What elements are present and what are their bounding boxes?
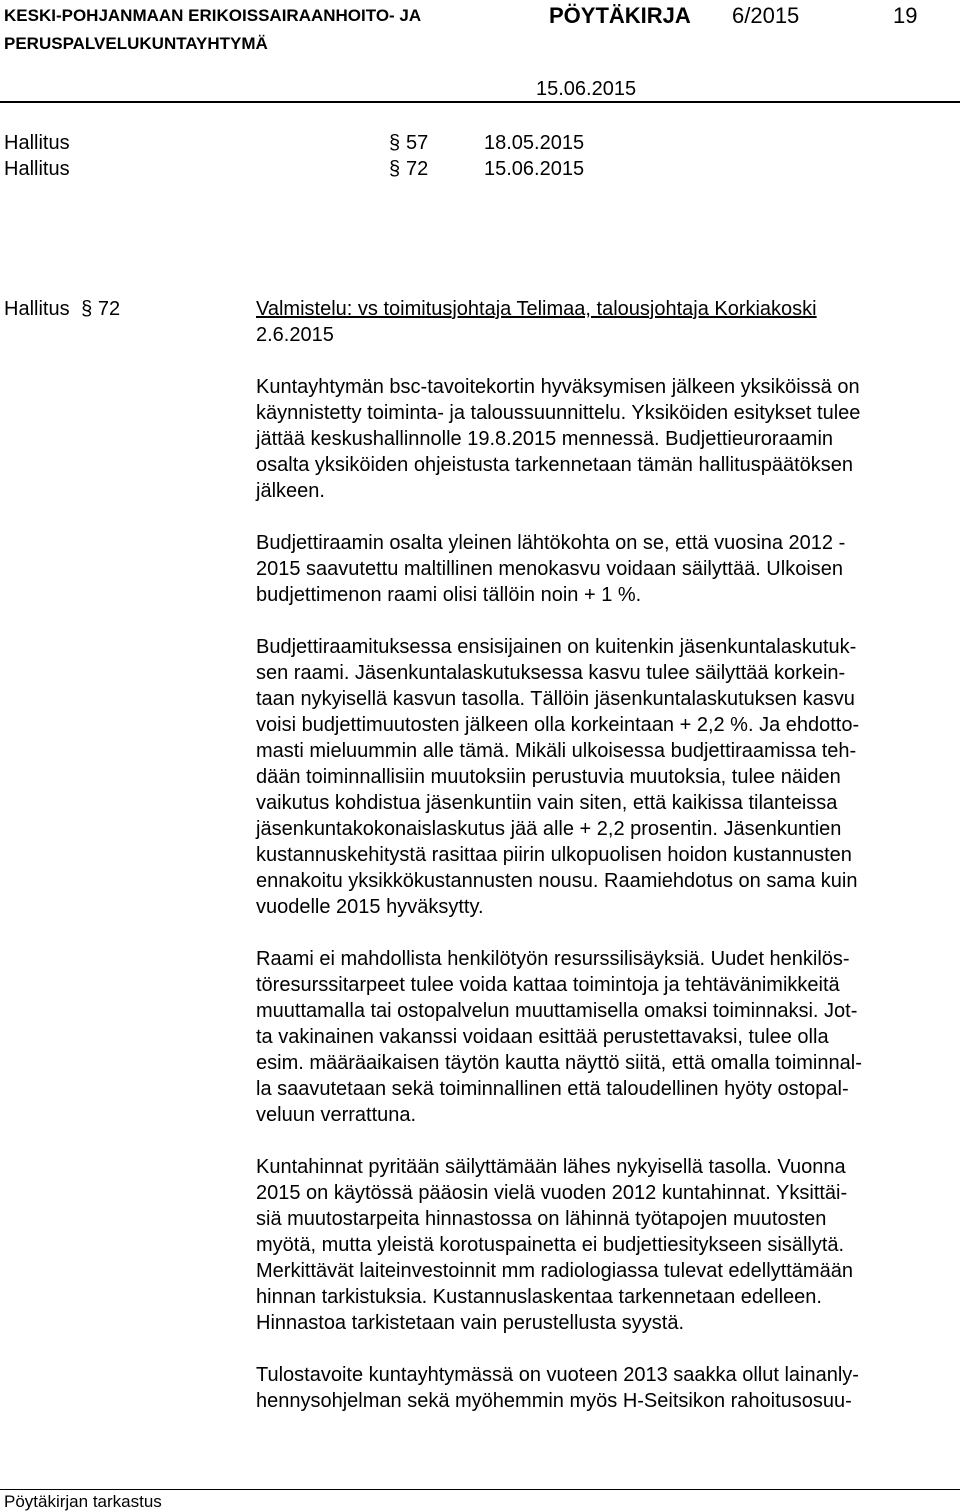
meeting-section-number: 72: [97, 298, 121, 320]
paragraph-line: kustannuskehitystä rasittaa piirin ulkopuolisen hoidon kustannusten: [256, 844, 852, 866]
paragraph-line: Hinnastoa tarkistetaan vain perustellusta syystä.: [256, 1312, 684, 1334]
document-number: 6/2015: [732, 3, 800, 28]
paragraph-line: veluun verrattuna.: [256, 1104, 417, 1126]
paragraph-line: myötä, mutta yleistä korotuspainetta ei budjettiesitykseen sisällytä.: [256, 1234, 845, 1256]
paragraph-line: taan nykyisellä kasvun tasolla. Tällöin jäsenkuntalaskutuksen kasvu: [256, 688, 855, 710]
handling-history: [4, 130, 704, 182]
history-body: Hallitus: [4, 132, 70, 154]
paragraph-line: Kuntahinnat pyritään säilyttämään lähes nykyisellä tasolla. Vuonna: [256, 1156, 846, 1178]
paragraph-line: hennysohjelman sekä myöhemmin myös H-Seitsikon rahoitusosuu-: [256, 1390, 852, 1412]
body-paragraph: [256, 946, 956, 1128]
paragraph-line: voisi budjettimuutosten jälkeen olla korkeintaan + 2,2 %. Ja ehdotto-: [256, 714, 860, 736]
history-date: 15.06.2015: [484, 158, 585, 180]
footer-label: Pöytäkirjan tarkastus: [4, 1492, 162, 1511]
document-date: 15.06.2015: [536, 78, 637, 100]
paragraph-line: vaikutus kohdistua jäsenkuntiin vain siten, että kaikissa tilanteissa: [256, 792, 838, 814]
history-row: [4, 156, 704, 182]
paragraph-line: jättää keskushallinnolle 19.8.2015 mennessä. Budjettieuroraamin: [256, 428, 834, 450]
paragraph-line: Budjettiraamituksessa ensisijainen on kuitenkin jäsenkuntalaskutuk-: [256, 636, 857, 658]
preparation-line: Valmistelu: vs toimitusjohtaja Telimaa, talousjohtaja Korkiakoski: [256, 298, 817, 320]
meeting-reference: [4, 296, 120, 322]
paragraph-line: jäsenkuntakokonaislaskutus jää alle + 2,2 prosentin. Jäsenkuntien: [256, 818, 842, 840]
paragraph-line: Raami ei mahdollista henkilötyön resurssilisäyksiä. Uudet henkilös-: [256, 948, 850, 970]
document-type: PÖYTÄKIRJA: [549, 3, 691, 28]
paragraph-line: Budjettiraamin osalta yleinen lähtökohta on se, että vuosina 2012 -: [256, 532, 846, 554]
paragraph-line: töresurssitarpeet tulee voida kattaa toimintoja ja tehtävänimikkeitä: [256, 974, 840, 996]
paragraph-line: masti mieluummin alle tämä. Mikäli ulkoisessa budjettiraamissa teh-: [256, 740, 857, 762]
paragraph-line: 2015 saavutettu maltillinen menokasvu voidaan säilyttää. Ulkoisen: [256, 558, 844, 580]
footer-divider: [0, 1489, 960, 1490]
paragraph-line: sen raami. Jäsenkuntalaskutuksessa kasvu tulee säilyttää korkein-: [256, 662, 846, 684]
paragraph-line: ennakoitu yksikkökustannusten nousu. Raamiehdotus on sama kuin: [256, 870, 858, 892]
body-paragraph: [256, 530, 956, 608]
paragraph-line: dään toiminnallisiin muutoksiin perustuvia muutoksia, tulee näiden: [256, 766, 841, 788]
paragraph-line: muuttamalla tai ostopalvelun muuttamisella omaksi toiminnaksi. Jot-: [256, 1000, 858, 1022]
body-paragraph: [256, 634, 956, 920]
paragraph-line: Tulostavoite kuntayhtymässä on vuoteen 2013 saakka ollut lainanly-: [256, 1364, 859, 1386]
paragraph-line: vuodelle 2015 hyväksytty.: [256, 896, 484, 918]
organization-name-line2: PERUSPALVELUKUNTAYHTYMÄ: [4, 34, 268, 53]
history-body: Hallitus: [4, 158, 70, 180]
paragraph-line: la saavutetaan sekä toiminnallinen että taloudellinen hyöty ostopal-: [256, 1078, 849, 1100]
body-paragraphs: [256, 374, 956, 1414]
paragraph-line: hinnan tarkistuksia. Kustannuslaskentaa tarkennetaan edelleen.: [256, 1286, 822, 1308]
paragraph-line: siä muutostarpeita hinnastossa on lähinnä työtapojen muutosten: [256, 1208, 827, 1230]
organization-name: [4, 2, 421, 58]
body-paragraph: [256, 1154, 956, 1336]
body-paragraph: [256, 1362, 956, 1414]
preparation-date: 2.6.2015: [256, 324, 334, 346]
paragraph-line: budjettimenon raami olisi tällöin noin + 1 %.: [256, 584, 642, 606]
paragraph-line: 2015 on käytössä pääosin vielä vuoden 2012 kuntahinnat. Yksittäi-: [256, 1182, 848, 1204]
paragraph-line: Kuntayhtymän bsc-tavoitekortin hyväksymisen jälkeen yksiköissä on: [256, 376, 860, 398]
section-sign: §: [81, 298, 93, 320]
paragraph-line: osalta yksiköiden ohjeistusta tarkennetaan tämän hallituspäätöksen: [256, 454, 854, 476]
history-date: 18.05.2015: [484, 132, 585, 154]
paragraph-line: ta vakinainen vakanssi voidaan esittää perustettavaksi, tulee olla: [256, 1026, 829, 1048]
paragraph-line: esim. määräaikaisen täytön kautta näyttö siitä, että omalla toiminnal-: [256, 1052, 862, 1074]
section-sign: §: [389, 132, 401, 154]
paragraph-line: Merkittävät laiteinvestoinnit mm radiologiassa tulevat edellyttämään: [256, 1260, 853, 1282]
history-section-number: 72: [406, 158, 429, 180]
section-sign: §: [389, 158, 401, 180]
history-section-number: 57: [406, 132, 429, 154]
body-paragraph: [256, 374, 956, 504]
paragraph-line: jälkeen.: [256, 480, 325, 502]
paragraph-line: käynnistetty toiminta- ja taloussuunnittelu. Yksiköiden esitykset tulee: [256, 402, 861, 424]
organization-name-line1: KESKI-POHJANMAAN ERIKOISSAIRAANHOITO- JA: [4, 6, 422, 25]
header-divider: [0, 101, 960, 103]
document-body: [256, 296, 956, 1440]
history-row: [4, 130, 704, 156]
page-number: 19: [893, 3, 918, 28]
meeting-body: Hallitus: [4, 298, 70, 320]
